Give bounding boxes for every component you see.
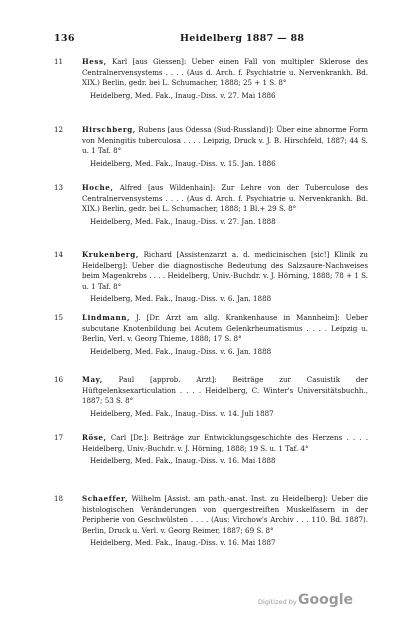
entry-number: 18	[54, 494, 64, 503]
dissertation-note: Heidelberg, Med. Fak., Inaug.-Diss. v. 15. Jan. 1886	[90, 158, 276, 168]
entry-body	[82, 494, 368, 549]
google-watermark	[258, 592, 368, 608]
citation-text: Alfred [aus Wildenhain]: Zur Lehre von der Tuberculose des Centralnervensystems . . . . (Aus d. Arch. f. Psychiatrie u. Nervenkrankh. Bd. XIX.) Berlin, gedr. bei L. Schumacher, 1888; 1 Bl.+ 29 S. 8°	[82, 183, 368, 214]
dissertation-note: Heidelberg, Med. Fak., Inaug.-Diss. v. 27. Jan. 1888	[90, 216, 276, 226]
entry-number: 15	[54, 313, 64, 322]
entry-citation	[82, 250, 368, 292]
entry-body	[82, 433, 368, 467]
entry-citation	[82, 494, 368, 536]
citation-text: Paul [approb. Arzt]: Beiträge zur Casuistik der Hüftgelenksexarticulation . . . . Heidelberg, C. Winter's Universitätsbuchh., 1887; 53 S. 8°	[82, 375, 368, 406]
author-name: Röse,	[82, 433, 107, 442]
author-name: Krukenberg,	[82, 250, 139, 259]
entry-number: 17	[54, 433, 64, 442]
dissertation-note: Heidelberg, Med. Fak., Inaug.-Diss. v. 16. Mai 1887	[90, 538, 276, 548]
entry-number: 16	[54, 375, 64, 384]
entry-number: 11	[54, 57, 64, 66]
author-name: Hess,	[82, 57, 107, 66]
citation-text: Wilhelm [Assist. am path.-anat. Inst. zu Heidelberg]: Ueber die histologischen Veränderungen von quergestreiften Muskelfasern in der Peripherie von Geschwülsten . . . . (Aus: Virchow's Archiv . . . 110. Bd. 1887). Berlin, Druck u. Verl. v. Georg Reimer, 1887; 69 S. 8°	[82, 494, 368, 535]
dissertation-note: Heidelberg, Med. Fak., Inaug.-Diss. v. 14. Juli 1887	[90, 408, 274, 418]
dissertation-note: Heidelberg, Med. Fak., Inaug.-Diss. v. 16. Mai 1888	[90, 456, 276, 466]
digitized-label: Digitized by	[258, 598, 297, 606]
entry-citation	[82, 433, 368, 454]
entry-citation	[82, 57, 368, 89]
page-number: 136	[54, 33, 75, 44]
running-title: Heidelberg 1887 — 88	[180, 33, 305, 44]
dissertation-note: Heidelberg, Med. Fak., Inaug.-Diss. v. 27. Mai 1886	[90, 90, 276, 100]
entry-citation	[82, 183, 368, 215]
citation-text: Richard [Assistenzarzt a. d. medicinischen [sic!] Klinik zu Heidelberg]: Ueber die diagnostische Bedeutung des Salzsaure-Nachweises beim Magenkrebs . . . . Heidelberg, Univ.-Buchdr. v. J. Hörning, 1888; 78 + 1 S. u. 1 Taf. 8°	[82, 250, 368, 291]
dissertation-note: Heidelberg, Med. Fak., Inaug.-Diss. v. 6. Jan. 1888	[90, 294, 272, 304]
entry-citation	[82, 125, 368, 157]
entry-number: 14	[54, 250, 64, 259]
entry-body	[82, 313, 368, 357]
author-name: May,	[82, 375, 103, 384]
entry-body	[82, 183, 368, 227]
entry-citation	[82, 313, 368, 345]
entry-body	[82, 375, 368, 419]
entry-citation	[82, 375, 368, 407]
page-header	[54, 33, 354, 47]
entry-number: 13	[54, 183, 64, 192]
google-logo: Google	[298, 592, 354, 608]
dissertation-note: Heidelberg, Med. Fak., Inaug.-Diss. v. 6. Jan. 1888	[90, 346, 272, 356]
citation-text: Karl [aus Giessen]: Ueber einen Fall von multipler Sklerose des Centralnervensystems . . . . (Aus d. Arch. f. Psychiatrie u. Nervenkrankh. Bd. XIX.) Berlin, gedr. bei L. Schumacher, 1888; 25 + 1 S. 8°	[82, 57, 368, 88]
entry-body	[82, 125, 368, 169]
entry-body	[82, 57, 368, 101]
author-name: Lindmann,	[82, 313, 131, 322]
citation-text: Carl [Dr.]: Beiträge zur Entwicklungsgeschichte des Herzens . . . . Heidelberg, Univ.-Buchdr. v. J. Hörning, 1888; 19 S. u. 1 Taf. 4°	[82, 433, 369, 453]
author-name: Hoche,	[82, 183, 114, 192]
citation-text: Rubens [aus Odessa (Sud-Russland)]: Über eine abnorme Form von Meningitis tuberculosa . . . . Leipzig, Druck v. J. B. Hirschfeld, 1887; 44 S. u. 1 Taf. 8°	[82, 125, 368, 156]
entry-number: 12	[54, 125, 64, 134]
author-name: Schaeffer,	[82, 494, 129, 503]
author-name: Hirschberg,	[82, 125, 136, 134]
citation-text: J. [Dr. Arzt am allg. Krankenhause in Mannheim]: Ueber subcutane Knotenbildung bei Acutem Gelenkrheumatismus . . . . Leipzig u. Berlin, Verl. v. Georg Thieme, 1888; 17 S. 8°	[82, 313, 368, 344]
entry-body	[82, 250, 368, 305]
